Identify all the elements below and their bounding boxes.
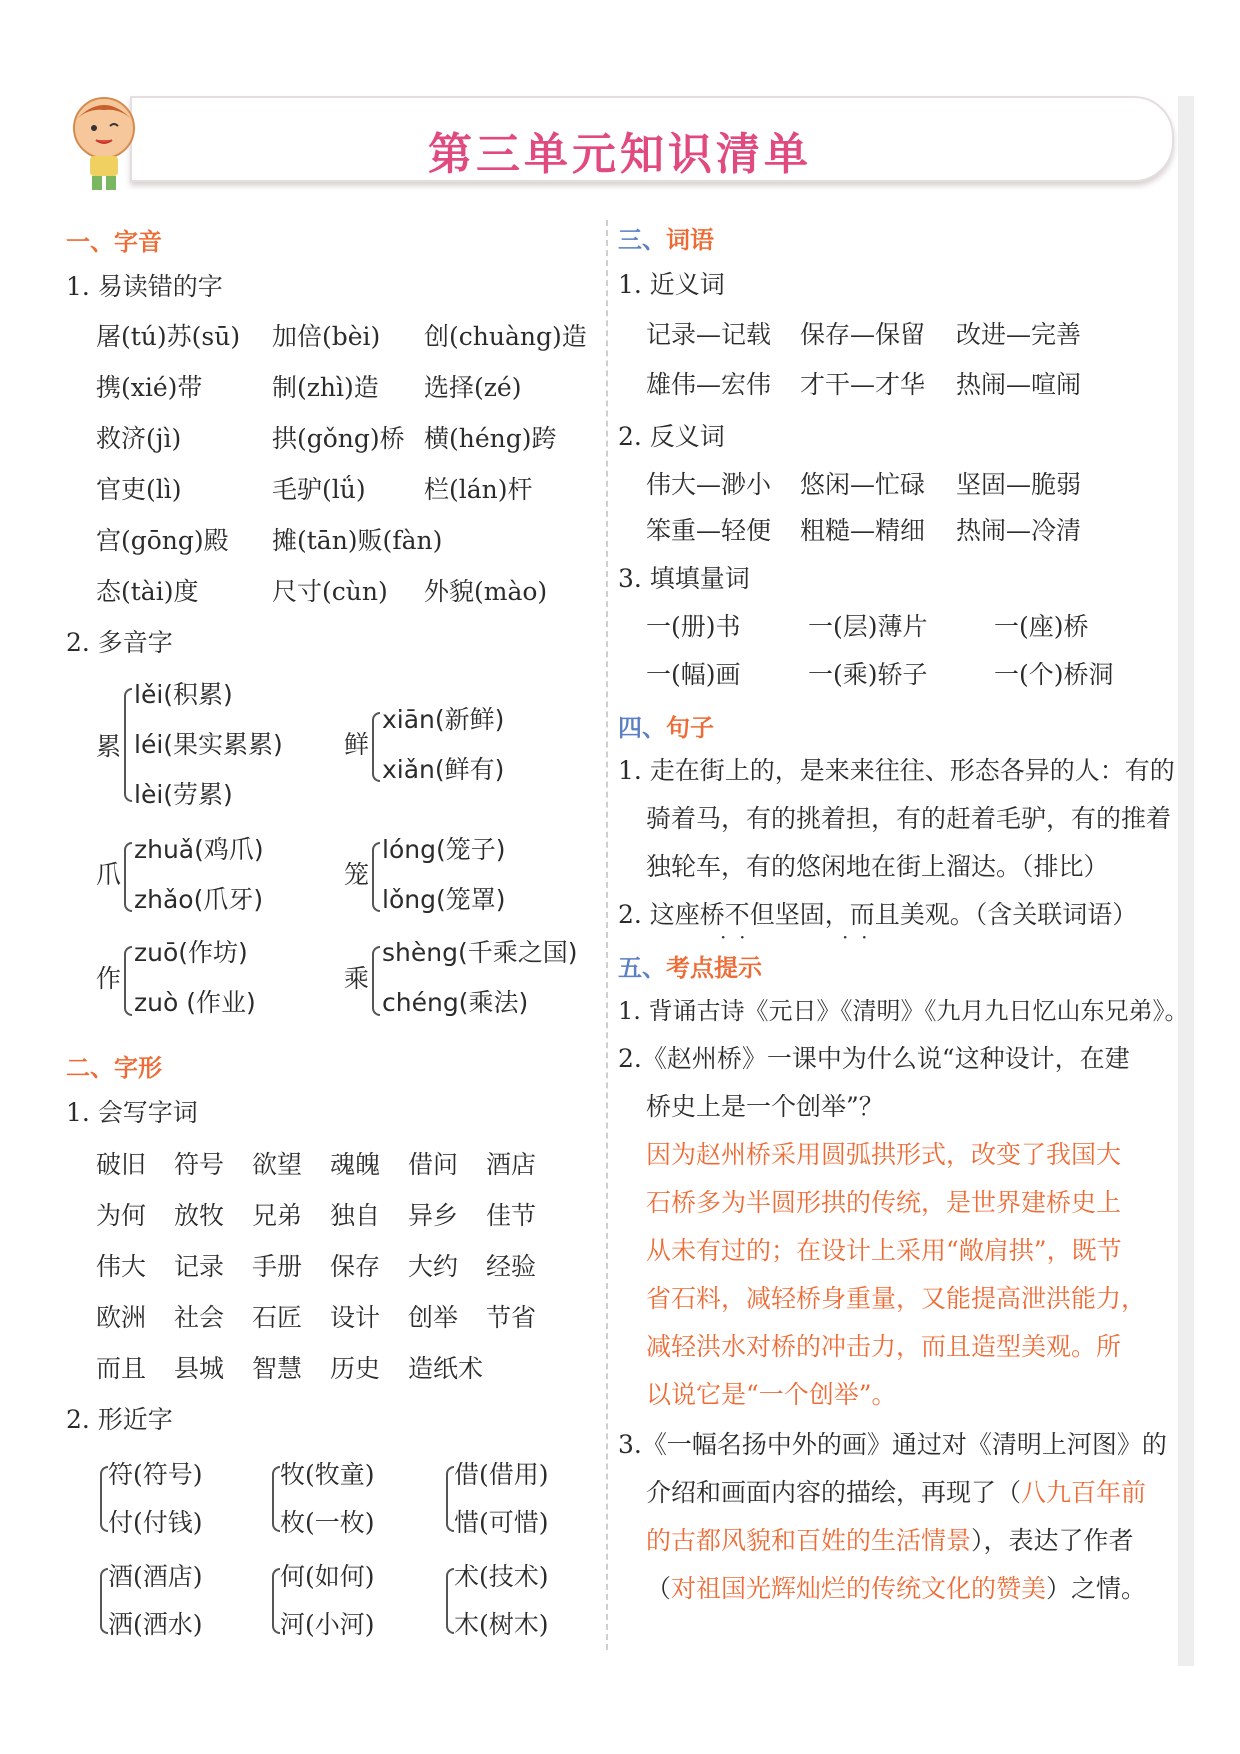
- easy-row-2-col-3: 选择(zé): [424, 373, 522, 402]
- similar-6b: 木(树木): [454, 1610, 549, 1639]
- easy-row-6-col-1: 态(tài)度: [96, 577, 199, 606]
- easy-row-3-col-2: 拱(gǒng)桥: [272, 424, 405, 453]
- syn-r1-c1: 记录—记载: [646, 320, 772, 349]
- mw-r1-c1: 一(册)书: [646, 612, 741, 641]
- tip-2-answer-line-2: 石桥多为半圆形拱的传统，是世界建桥史上: [646, 1188, 1122, 1217]
- poly-char-lei: 累: [96, 732, 122, 761]
- syn-r2-c2: 才干—才华: [800, 370, 926, 399]
- tip-3-text: ）之情。: [1046, 1574, 1147, 1603]
- tip-3-line-2: [646, 1478, 1146, 1508]
- word-r5-c5: 造纸术: [408, 1354, 484, 1383]
- similar-5a: 何(如何): [280, 1562, 375, 1591]
- similar-4b: 洒(洒水): [108, 1610, 203, 1639]
- easy-row-5-col-2: 摊(tān)贩(fàn): [272, 526, 443, 555]
- tip-3-line-4: [646, 1574, 1146, 1604]
- easy-row-4-col-3: 栏(lán)杆: [424, 475, 533, 504]
- poly-char-long: 笼: [344, 860, 370, 889]
- similar-3b: 惜(可惜): [454, 1508, 549, 1537]
- tip-2-line-2: 桥史上是一个创举”？: [646, 1092, 884, 1121]
- brace: [272, 1568, 280, 1634]
- subheading-polyphonic: 2. 多音字: [66, 628, 173, 657]
- word-r5-c4: 历史: [330, 1354, 381, 1383]
- ant-r1-c1: 伟大—渺小: [646, 470, 772, 499]
- tip-3-text: ），表达了作者: [971, 1526, 1134, 1555]
- word-r3-c1: 伟大: [96, 1252, 147, 1281]
- poly-zuo-reading-1: zuō(作坊): [134, 938, 248, 967]
- section-title: 词语: [666, 226, 714, 254]
- syn-r1-c2: 保存—保留: [800, 320, 926, 349]
- similar-6a: 术(技术): [454, 1562, 549, 1591]
- word-r2-c3: 兄弟: [252, 1201, 303, 1230]
- section-number: 四、: [618, 714, 666, 742]
- section-title: 考点提示: [666, 954, 762, 982]
- word-r2-c2: 放牧: [174, 1201, 225, 1230]
- tip-2-answer-line-3: 从未有过的；在设计上采用“敞肩拱”，既节: [646, 1236, 1122, 1265]
- word-r5-c1: 而且: [96, 1354, 147, 1383]
- easy-row-1-col-2: 加倍(bèi): [272, 322, 381, 351]
- brace: [100, 1466, 108, 1532]
- subheading-write-words: 1. 会写字词: [66, 1098, 198, 1127]
- brace: [124, 842, 132, 912]
- easy-row-6-col-3: 外貌(mào): [424, 577, 548, 606]
- tip-3-text: 介绍和画面内容的描绘，再现了（: [646, 1478, 1022, 1507]
- poly-cheng-reading-2: chéng(乘法): [382, 988, 529, 1017]
- poly-zuo-reading-2: zuò (作业): [134, 988, 256, 1017]
- brace: [446, 1466, 454, 1532]
- mw-r2-c3: 一(个)桥洞: [994, 660, 1114, 689]
- column-divider: [606, 220, 608, 1650]
- easy-row-2-col-2: 制(zhì)造: [272, 373, 379, 402]
- page-edge-shadow: [1178, 96, 1194, 1666]
- brace: [100, 1568, 108, 1634]
- syn-r1-c3: 改进—完善: [956, 320, 1082, 349]
- subheading-similar-chars: 2. 形近字: [66, 1405, 173, 1434]
- easy-row-5-col-1: 宫(gōng)殿: [96, 526, 229, 555]
- tip-3-line-3: [646, 1526, 1134, 1556]
- word-r4-c5: 创举: [408, 1303, 459, 1332]
- mw-r2-c2: 一(乘)轿子: [808, 660, 928, 689]
- section-number: 三、: [618, 226, 666, 254]
- ant-r2-c1: 笨重—轻便: [646, 516, 772, 545]
- poly-char-zuo: 作: [96, 964, 122, 993]
- tip-2-answer-line-6: 以说它是“一个创举”。: [646, 1380, 897, 1409]
- easy-row-1-col-3: 创(chuàng)造: [424, 322, 587, 351]
- word-r5-c2: 县城: [174, 1354, 225, 1383]
- word-r4-c1: 欧洲: [96, 1303, 147, 1332]
- word-r3-c4: 保存: [330, 1252, 381, 1281]
- word-r4-c4: 设计: [330, 1303, 381, 1332]
- section-heading-ju-zi: [618, 708, 714, 743]
- subheading-easy-misread: 1. 易读错的字: [66, 272, 223, 301]
- tip-3-text: （: [646, 1574, 672, 1603]
- easy-row-2-col-1: 携(xié)带: [96, 373, 203, 402]
- tip-3-answer: 的古都风貌和百姓的生活情景: [646, 1526, 972, 1555]
- sentence-1-line-3: 独轮车，有的悠闲地在街上溜达。（排比）: [646, 852, 1109, 881]
- sentence-1-line-2: 骑着马，有的挑着担，有的赶着毛驴，有的推着: [646, 804, 1172, 833]
- poly-xian-reading-1: xiān(新鲜): [382, 705, 505, 734]
- similar-1b: 付(付钱): [108, 1508, 203, 1537]
- similar-1a: 符(符号): [108, 1460, 203, 1489]
- mw-r1-c2: 一(层)薄片: [808, 612, 928, 641]
- similar-5b: 河(小河): [280, 1610, 375, 1639]
- subheading-synonyms: 1. 近义词: [618, 270, 725, 299]
- tip-2-line-1: 2.《赵州桥》一课中为什么说“这种设计，在建: [618, 1044, 1130, 1073]
- word-r2-c5: 异乡: [408, 1201, 459, 1230]
- page-title: 第三单元知识清单: [428, 129, 812, 180]
- poly-zhua-reading-1: zhuǎ(鸡爪): [134, 835, 264, 864]
- easy-row-3-col-3: 横(héng)跨: [424, 424, 557, 453]
- tip-2-answer-line-5: 减轻洪水对桥的冲击力，而且造型美观。所: [646, 1332, 1122, 1361]
- brace: [124, 946, 132, 1016]
- poly-zhua-reading-2: zhǎo(爪牙): [134, 885, 264, 914]
- word-r3-c2: 记录: [174, 1252, 225, 1281]
- section-heading-zi-xing: 二、字形: [66, 1054, 162, 1082]
- emphasis-dots: · ·: [720, 925, 746, 949]
- easy-row-4-col-2: 毛驴(lǘ): [272, 475, 366, 504]
- word-r2-c1: 为何: [96, 1201, 147, 1230]
- tip-3-line-1: 3.《一幅名扬中外的画》通过对《清明上河图》的: [618, 1430, 1167, 1459]
- poly-char-xian: 鲜: [344, 730, 370, 759]
- section-number: 五、: [618, 954, 666, 982]
- section-heading-ci-yu: [618, 220, 714, 255]
- sentence-2: 2. 这座桥不但坚固，而且美观。（含关联词语）: [618, 900, 1138, 929]
- word-r5-c3: 智慧: [252, 1354, 303, 1383]
- word-r1-c2: 符号: [174, 1150, 225, 1179]
- mw-r2-c1: 一(幅)画: [646, 660, 741, 689]
- similar-2b: 枚(一枚): [280, 1508, 375, 1537]
- word-r2-c6: 佳节: [486, 1201, 537, 1230]
- poly-lei-reading-2: léi(果实累累): [134, 730, 283, 759]
- word-r1-c3: 欲望: [252, 1150, 303, 1179]
- easy-row-4-col-1: 官吏(lì): [96, 475, 182, 504]
- word-r3-c6: 经验: [486, 1252, 537, 1281]
- poly-long-reading-1: lóng(笼子): [382, 835, 506, 864]
- syn-r2-c1: 雄伟—宏伟: [646, 370, 772, 399]
- word-r4-c2: 社会: [174, 1303, 225, 1332]
- subheading-measure-words: 3. 填填量词: [618, 564, 750, 593]
- word-r4-c3: 石匠: [252, 1303, 303, 1332]
- similar-2a: 牧(牧童): [280, 1460, 375, 1489]
- similar-3a: 借(借用): [454, 1460, 549, 1489]
- easy-row-3-col-1: 救济(jì): [96, 424, 182, 453]
- brace: [372, 842, 380, 912]
- poly-xian-reading-2: xiǎn(鲜有): [382, 755, 505, 784]
- brace: [446, 1568, 454, 1634]
- tip-2-answer-line-1: 因为赵州桥采用圆弧拱形式，改变了我国大: [646, 1140, 1122, 1169]
- ant-r2-c3: 热闹—冷清: [956, 516, 1082, 545]
- poly-cheng-reading-1: shèng(千乘之国): [382, 938, 578, 967]
- word-r1-c1: 破旧: [96, 1150, 147, 1179]
- easy-row-6-col-2: 尺寸(cùn): [272, 577, 388, 606]
- tip-3-answer: 八九百年前: [1021, 1478, 1147, 1507]
- easy-row-1-col-1: 屠(tú)苏(sū): [96, 322, 241, 351]
- tip-2-answer-line-4: 省石料，减轻桥身重量，又能提高泄洪能力，: [646, 1284, 1147, 1313]
- word-r2-c4: 独自: [330, 1201, 381, 1230]
- mw-r1-c3: 一(座)桥: [994, 612, 1089, 641]
- tip-3-answer: 对祖国光辉灿烂的传统文化的赞美: [671, 1574, 1047, 1603]
- word-r1-c4: 魂魄: [330, 1150, 381, 1179]
- poly-char-zhua: 爪: [96, 860, 122, 889]
- section-heading-zi-yin: 一、字音: [66, 228, 162, 256]
- emphasis-dots: · ·: [842, 925, 868, 949]
- section-title: 句子: [666, 714, 714, 742]
- tip-1: 1. 背诵古诗《元日》《清明》《九月九日忆山东兄弟》。: [618, 997, 1189, 1025]
- similar-4a: 酒(酒店): [108, 1562, 203, 1591]
- brace: [124, 688, 132, 802]
- brace: [372, 946, 380, 1016]
- brace: [272, 1466, 280, 1532]
- ant-r1-c3: 坚固—脆弱: [956, 470, 1082, 499]
- word-r3-c5: 大约: [408, 1252, 459, 1281]
- word-r4-c6: 节省: [486, 1303, 537, 1332]
- word-r1-c5: 借问: [408, 1150, 459, 1179]
- sentence-1-line-1: 1. 走在街上的，是来来往往、形态各异的人：有的: [618, 756, 1175, 785]
- subheading-antonyms: 2. 反义词: [618, 422, 725, 451]
- poly-long-reading-2: lǒng(笼罩): [382, 885, 506, 914]
- word-r3-c3: 手册: [252, 1252, 303, 1281]
- syn-r2-c3: 热闹—喧闹: [956, 370, 1082, 399]
- poly-lei-reading-1: lěi(积累): [134, 680, 233, 709]
- ant-r2-c2: 粗糙—精细: [800, 516, 926, 545]
- word-r1-c6: 酒店: [486, 1150, 537, 1179]
- poly-lei-reading-3: lèi(劳累): [134, 780, 233, 809]
- poly-char-cheng: 乘: [344, 964, 370, 993]
- ant-r1-c2: 悠闲—忙碌: [800, 470, 926, 499]
- section-heading-kao-dian: [618, 948, 762, 983]
- brace: [372, 712, 380, 782]
